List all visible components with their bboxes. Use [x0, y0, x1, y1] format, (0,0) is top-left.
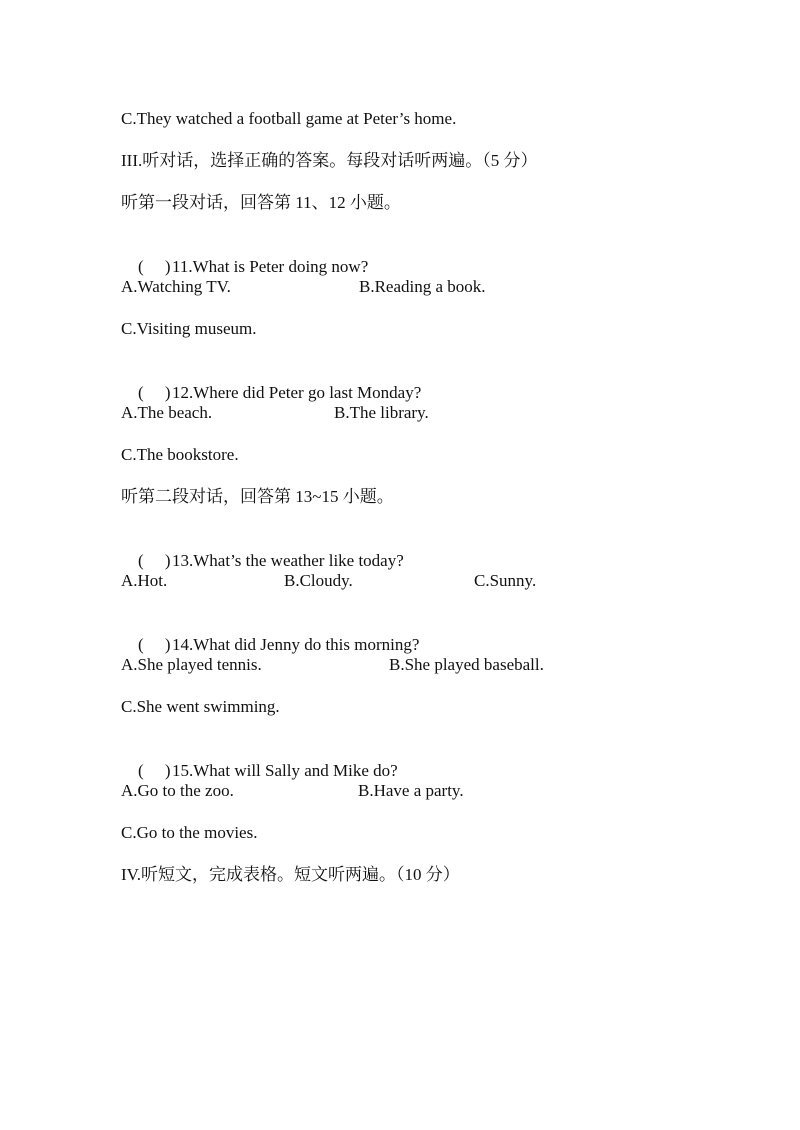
question-11-option-c: C.Visiting museum.: [121, 319, 257, 338]
section-3-dialogue-2-instruction: 听第二段对话，回答第 13~15 小题。: [121, 487, 394, 506]
section-3-title: III.听对话，选择正确的答案。每段对话听两遍。（5 分）: [121, 151, 538, 170]
question-15-option-b: B.Have a party.: [358, 781, 464, 800]
question-12-option-b: B.The library.: [334, 403, 429, 422]
answer-blank: ( ): [138, 761, 171, 780]
question-12-option-a: A.The beach.: [121, 403, 213, 422]
question-13-option-a: A.Hot.: [121, 571, 168, 590]
answer-blank: ( ): [138, 635, 171, 654]
section-3-dialogue-1-instruction: 听第一段对话，回答第 11、12 小题。: [121, 193, 401, 212]
question-15-option-c: C.Go to the movies.: [121, 823, 258, 842]
question-13-option-c: C.Sunny.: [474, 571, 537, 590]
question-14-text: 14.What did Jenny do this morning?: [172, 635, 420, 654]
question-10-option-c: C.They watched a football game at Peter’s home.: [121, 109, 457, 128]
answer-blank: ( ): [138, 383, 171, 402]
section-4-title: IV.听短文，完成表格。短文听两遍。（10 分）: [121, 865, 460, 884]
question-11-text: 11.What is Peter doing now?: [172, 257, 369, 276]
question-12-text: 12.Where did Peter go last Monday?: [172, 383, 422, 402]
question-15-option-a: A.Go to the zoo.: [121, 781, 234, 800]
question-12-option-c: C.The bookstore.: [121, 445, 239, 464]
question-14-option-c: C.She went swimming.: [121, 697, 280, 716]
question-15-text: 15.What will Sally and Mike do?: [172, 761, 398, 780]
question-14-option-b: B.She played baseball.: [389, 655, 544, 674]
question-11-option-a: A.Watching TV.: [121, 277, 231, 296]
question-13-text: 13.What’s the weather like today?: [172, 551, 404, 570]
question-13-option-b: B.Cloudy.: [284, 571, 353, 590]
answer-blank: ( ): [138, 257, 171, 276]
question-11-option-b: B.Reading a book.: [359, 277, 486, 296]
question-14-option-a: A.She played tennis.: [121, 655, 262, 674]
answer-blank: ( ): [138, 551, 171, 570]
